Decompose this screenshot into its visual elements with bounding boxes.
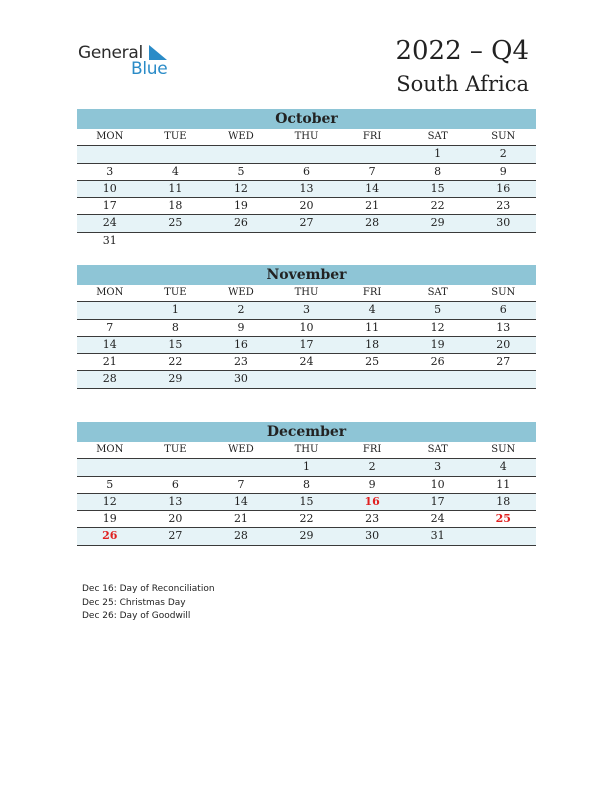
day-cell: 16 [364,494,380,508]
day-cell: 1 [171,303,179,317]
day-cell: 11 [496,477,511,491]
day-cell: 9 [368,477,376,491]
week-row [77,215,536,232]
day-cell: 28 [102,372,117,386]
day-cell [143,459,209,475]
weekday-label: SUN [491,444,516,455]
day-cell: 22 [168,355,183,369]
day-cell: 6 [499,303,507,317]
day-cell: 22 [299,512,314,526]
day-cell: 7 [106,320,114,334]
day-cell: 4 [499,460,507,474]
weekday-label: WED [228,287,254,298]
week-row [77,198,536,215]
day-cell: 13 [496,320,511,334]
day-cell: 17 [430,494,445,508]
day-cell [274,233,340,250]
day-cell: 7 [368,164,376,178]
weekday-header-row [77,442,536,459]
weekday-label: MON [96,444,124,455]
day-cell [208,233,274,250]
day-cell: 21 [233,512,248,526]
week-row [77,459,536,476]
logo-text-general: General [78,43,143,63]
day-cell: 18 [168,199,183,213]
day-cell: 26 [233,216,248,230]
day-cell: 23 [496,199,511,213]
day-cell [339,146,405,162]
day-cell [77,459,143,475]
day-cell: 9 [499,164,507,178]
day-cell [470,233,536,250]
week-row [77,354,536,371]
day-cell: 15 [168,337,183,351]
day-cell: 16 [496,181,511,195]
day-cell: 2 [237,303,245,317]
week-row [77,146,536,163]
day-cell: 27 [168,529,183,543]
country-name: South Africa [396,72,529,96]
day-cell: 21 [365,199,380,213]
weekday-label: TUE [164,444,187,455]
day-cell: 4 [368,303,376,317]
day-cell: 1 [434,147,442,161]
day-cell [143,233,209,250]
day-cell: 30 [496,216,511,230]
day-cell: 5 [106,477,114,491]
day-cell [143,146,209,162]
day-cell: 24 [102,216,117,230]
weekday-label: FRI [362,287,382,298]
day-cell: 1 [303,460,311,474]
day-cell: 28 [365,216,380,230]
day-cell: 20 [496,337,511,351]
day-cell: 17 [299,337,314,351]
day-cell: 10 [299,320,314,334]
day-cell: 29 [299,529,314,543]
day-cell: 19 [233,199,248,213]
week-row [77,181,536,198]
day-cell [77,302,143,318]
day-cell: 12 [233,181,248,195]
month-calendar-november [77,265,536,389]
day-cell: 13 [168,494,183,508]
weekday-label: SAT [427,444,448,455]
day-cell: 27 [299,216,314,230]
weekday-label: SUN [491,287,516,298]
brand-logo [78,43,178,79]
day-cell: 28 [233,529,248,543]
weekday-label: SAT [427,287,448,298]
day-cell: 30 [233,372,248,386]
weekday-label: THU [294,444,319,455]
day-cell [470,371,536,387]
day-cell: 26 [430,355,445,369]
day-cell: 3 [303,303,311,317]
day-cell: 24 [430,512,445,526]
day-cell: 23 [233,355,248,369]
day-cell: 10 [102,181,117,195]
weekday-label: WED [228,131,254,142]
day-cell: 6 [171,477,179,491]
weekday-label: MON [96,287,124,298]
day-cell: 14 [233,494,248,508]
day-cell [405,371,471,387]
week-row [77,477,536,494]
day-cell: 25 [365,355,380,369]
week-row [77,337,536,354]
day-cell: 15 [430,181,445,195]
month-calendar-october [77,109,536,250]
week-row [77,233,536,250]
day-cell: 4 [171,164,179,178]
day-cell [208,459,274,475]
week-row [77,371,536,388]
day-cell: 14 [365,181,380,195]
day-cell [274,146,340,162]
day-cell: 12 [102,494,117,508]
day-cell: 21 [102,355,117,369]
holiday-note: Dec 26: Day of Goodwill [82,611,191,621]
weekday-label: FRI [362,444,382,455]
day-cell: 5 [237,164,245,178]
day-cell: 18 [365,337,380,351]
day-cell [77,146,143,162]
holiday-notes [82,583,215,624]
day-cell: 2 [499,147,507,161]
day-cell [208,146,274,162]
day-cell [274,371,340,387]
day-cell: 22 [430,199,445,213]
day-cell: 25 [168,216,183,230]
weekday-header-row [77,285,536,302]
day-cell [339,371,405,387]
weekday-label: THU [294,287,319,298]
day-cell: 14 [102,337,117,351]
day-cell [339,233,405,250]
day-cell: 3 [434,460,442,474]
day-cell: 31 [430,529,445,543]
day-cell: 29 [430,216,445,230]
week-row [77,528,536,545]
day-cell: 18 [496,494,511,508]
week-row [77,302,536,319]
logo-text-blue: Blue [131,59,168,79]
weekday-label: SUN [491,131,516,142]
page-title: 2022 – Q4 [395,36,529,66]
day-cell: 6 [303,164,311,178]
day-cell: 8 [434,164,442,178]
day-cell: 25 [495,512,511,526]
day-cell: 9 [237,320,245,334]
month-name: October [77,109,536,129]
day-cell: 10 [430,477,445,491]
day-cell: 27 [496,355,511,369]
day-cell: 17 [102,199,117,213]
holiday-note: Dec 16: Day of Reconciliation [82,584,215,594]
weekday-header-row [77,129,536,146]
day-cell: 31 [102,233,117,247]
day-cell: 20 [299,199,314,213]
day-cell: 8 [171,320,179,334]
weekday-label: FRI [362,131,382,142]
week-row [77,494,536,511]
day-cell: 2 [368,460,376,474]
day-cell: 20 [168,512,183,526]
day-cell: 8 [303,477,311,491]
day-cell: 24 [299,355,314,369]
day-cell: 3 [106,164,114,178]
month-name: November [77,265,536,285]
day-cell: 5 [434,303,442,317]
day-cell: 19 [102,512,117,526]
month-calendar-december [77,422,536,546]
day-cell: 16 [233,337,248,351]
weekday-label: THU [294,131,319,142]
day-cell: 7 [237,477,245,491]
weekday-label: TUE [164,287,187,298]
week-row [77,164,536,181]
week-row [77,320,536,337]
day-cell: 11 [168,181,183,195]
day-cell: 26 [102,529,118,543]
day-cell: 15 [299,494,314,508]
day-cell: 30 [365,529,380,543]
holiday-note: Dec 25: Christmas Day [82,597,186,608]
day-cell: 23 [365,512,380,526]
day-cell: 29 [168,372,183,386]
weekday-label: MON [96,131,124,142]
day-cell: 19 [430,337,445,351]
weekday-label: TUE [164,131,187,142]
day-cell: 13 [299,181,314,195]
weekday-label: WED [228,444,254,455]
day-cell: 12 [430,320,445,334]
day-cell [405,233,471,250]
weekday-label: SAT [427,131,448,142]
month-name: December [77,422,536,442]
day-cell: 11 [365,320,380,334]
week-row [77,511,536,528]
day-cell [470,528,536,544]
